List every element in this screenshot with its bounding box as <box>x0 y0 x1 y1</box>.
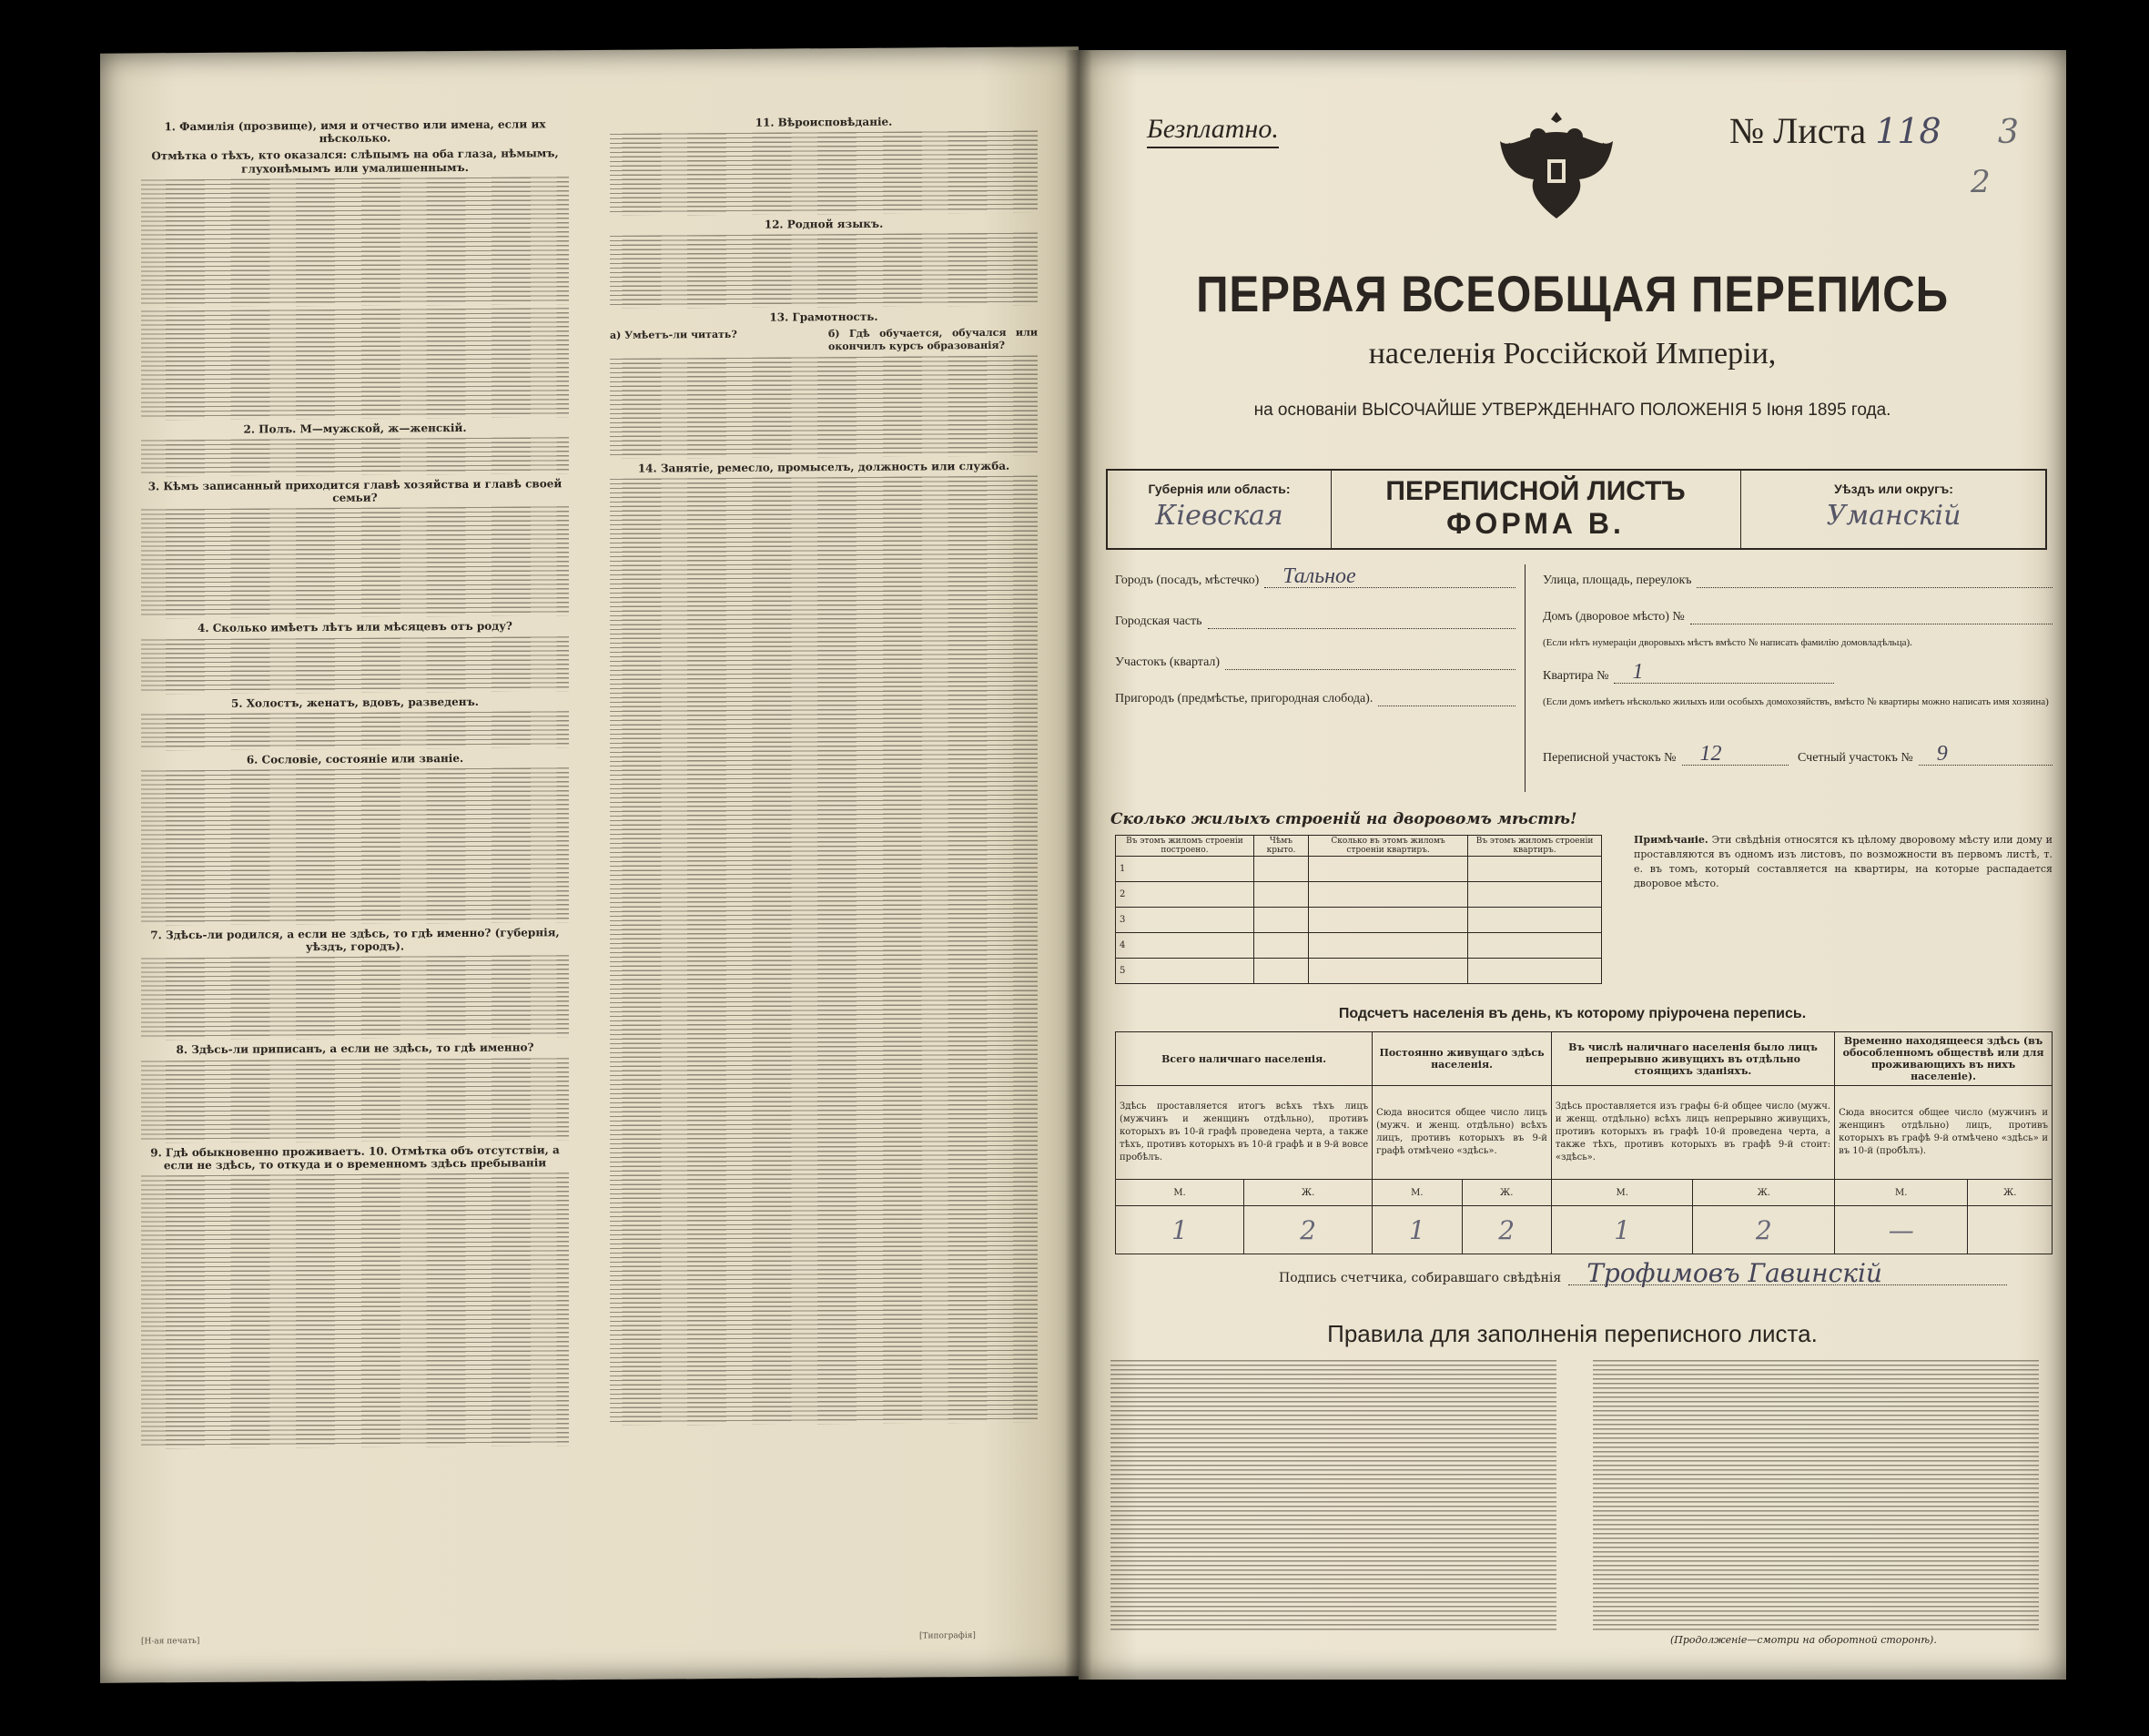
table-row: 3 <box>1116 908 1602 933</box>
census-plot-field <box>1543 742 1789 766</box>
pop-value <box>1968 1206 2053 1254</box>
gubernia-label: Губернія или область: <box>1148 482 1291 496</box>
section-6-heading: 6. Сословіе, состояніе или званіе. <box>246 751 464 766</box>
sheet-number <box>1729 109 1941 152</box>
text-block <box>141 308 569 420</box>
page-title: ПЕРВАЯ ВСЕОБЩАЯ ПЕРЕПИСЬ <box>1196 265 1949 322</box>
population-title: Подсчетъ населенія въ день, къ которому пріурочена перепись. <box>1338 1006 1807 1021</box>
houses-col-header: Въ этомъ жиломъ строеніи построено. <box>1116 836 1254 857</box>
street-field <box>1543 574 2053 588</box>
apartment-field <box>1543 660 1834 684</box>
form-name-line1: ПЕРЕПИСНОЙ ЛИСТЪ <box>1385 476 1686 506</box>
town-field <box>1115 564 1515 588</box>
text-block <box>141 1058 569 1142</box>
text-block <box>141 711 569 750</box>
left-footer-2: [Типографія] <box>919 1631 976 1641</box>
pop-col-header: Постоянно живущаго здѣсь населенія. <box>1373 1032 1552 1086</box>
sheet-number-label: № Листа <box>1729 110 1867 151</box>
text-block <box>141 636 569 694</box>
pencil-mark: 3 <box>1998 114 2019 151</box>
apartment-value: 1 <box>1632 660 1644 684</box>
census-plot-value: 12 <box>1699 742 1722 766</box>
pop-col-description: Сюда вносится общее число лицъ (мужч. и женщ. отдѣльно) всѣхъ лицъ, противъ которыхъ въ 9-й графѣ отмѣчено «здѣсь». <box>1373 1086 1552 1180</box>
section-7-heading: 7. Здѣсь-ли родился, а если не здѣсь, то гдѣ именно? (губернія, уѣздъ, городъ). <box>150 926 560 954</box>
text-block <box>610 131 1038 216</box>
suburb-label: Пригородъ (предмѣстье, пригородная слобода). <box>1115 692 1374 706</box>
text-block <box>141 956 569 1041</box>
left-column-2 <box>610 111 1038 1430</box>
houses-col-header: Сколько въ этомъ жиломъ строеніи квартиръ. <box>1309 836 1468 857</box>
pop-value: 2 <box>1693 1206 1835 1254</box>
count-plot-field <box>1798 742 2053 766</box>
pop-col-description: Сюда вносится общее число (мужчинъ и женщинъ отдѣльно) лицъ, противъ которыхъ въ графѣ 9-й отмѣчено «здѣсь» и въ 10-й (пробѣлъ). <box>1835 1086 2053 1180</box>
apartment-label: Квартира № <box>1543 669 1609 683</box>
pop-col-header: Временно находящееся здѣсь (въ обособленномъ обществѣ или для проживающихъ въ нихъ населеніе). <box>1835 1032 2053 1086</box>
signer-label: Подпись счетчика, собиравшаго свѣдѣнія <box>1279 1271 1562 1285</box>
house-note: (Если нѣтъ нумераціи дворовыхъ мѣстъ вмѣсто № написать фамилію домовладѣльца). <box>1543 637 1912 648</box>
pop-col-description: Здѣсь проставляется итогъ всѣхъ тѣхъ лицъ (мужчинъ и женщинъ отдѣльно), противъ которыхъ въ 10-й графѣ проведена черта, а также тѣхъ, противъ которыхъ въ 10-й графѣ и в 9-й вовсе пробѣлъ. <box>1116 1086 1373 1180</box>
section-12-heading: 12. Родной языкъ. <box>764 217 884 231</box>
left-footer-1: [Н-ая печать] <box>141 1636 200 1647</box>
census-plot-label: Переписной участокъ № <box>1543 751 1677 765</box>
houses-table <box>1115 835 1602 984</box>
signer-value: Трофимовъ Гавинскій <box>1586 1258 1882 1288</box>
town-value: Тальное <box>1282 564 1356 588</box>
gubernia-box <box>1108 471 1332 548</box>
section-13-heading: 13. Грамотность. <box>769 310 878 325</box>
form-name-line2: ФОРМА В. <box>1446 507 1625 540</box>
free-label: Безплатно. <box>1147 114 1279 144</box>
field-divider <box>1525 564 1526 792</box>
uezd-label: Уѣздъ или округъ: <box>1834 482 1953 496</box>
text-block <box>141 177 569 307</box>
pop-col-description: Здѣсь проставляется изъ графы 6-й общее число (мужч. и женщ. отдѣльно) всѣхъ лицъ непрерывно живущихъ, противъ которыхъ въ графѣ 10-й проведена черта, а также тѣхъ, противъ которыхъ въ графѣ 9-й стоит: «здѣсь». <box>1551 1086 1834 1180</box>
town-part-field <box>1115 614 1515 629</box>
section-1-heading: 1. Фамилія (прозвище), имя и отчество или имена, если их нѣсколько. <box>164 117 546 146</box>
section-14-heading: 14. Занятіе, ремесло, промыселъ, должность или служба. <box>637 459 1010 475</box>
form-name <box>1331 471 1740 541</box>
double-headed-eagle-emblem-icon <box>1493 105 1620 228</box>
sheet-number-value: 118 <box>1875 111 1941 151</box>
section-13b-heading: б) Гдѣ обучается, обучался или окончилъ курсъ образованія? <box>828 326 1038 352</box>
houses-question: Сколько жилыхъ строеній на дворовомъ мѣстѣ! <box>1110 810 1577 828</box>
section-13a-heading: а) Умѣетъ-ли читать? <box>610 328 737 341</box>
text-block <box>141 1173 569 1448</box>
house-field <box>1543 610 2053 624</box>
right-page <box>1079 50 2066 1680</box>
text-block <box>610 476 1038 1426</box>
district-label: Участокъ (квартал) <box>1115 655 1221 669</box>
district-field <box>1115 655 1515 670</box>
note-heading: Примѣчаніе. <box>1634 834 1708 846</box>
town-part-label: Городская часть <box>1115 614 1202 628</box>
rules-title: Правила для заполненія переписного листа. <box>1327 1320 1818 1347</box>
pop-value: 2 <box>1244 1206 1373 1254</box>
text-block <box>141 437 569 476</box>
section-8-heading: 8. Здѣсь-ли приписанъ, а если не здѣсь, то гдѣ именно? <box>176 1041 534 1057</box>
house-label: Домъ (дворовое мѣсто) № <box>1543 610 1685 624</box>
houses-note <box>1634 833 2053 891</box>
legal-basis: на основаніи ВЫСОЧАЙШЕ УТВЕРЖДЕННАГО ПОЛОЖЕНІЯ 5 Іюня 1895 года. <box>1253 401 1891 420</box>
section-4-heading: 4. Сколько имѣетъ лѣтъ или мѣсяцевъ отъ роду? <box>198 620 512 635</box>
table-row: 1 <box>1116 857 1602 882</box>
pop-col-header: Въ числѣ наличнаго населенія было лицъ непрерывно живущихъ въ отдѣльно стоящихъ зданіяхъ. <box>1551 1032 1834 1086</box>
census-book-spread <box>100 50 2066 1680</box>
section-11-heading: 11. Вѣроисповѣданіе. <box>755 115 893 129</box>
suburb-field <box>1115 692 1515 706</box>
left-column-1 <box>141 114 569 1452</box>
section-2-heading: 2. Полъ. М—мужской, ж—женскій. <box>243 421 467 436</box>
page-subtitle: населенія Россійской Имперіи, <box>1368 337 1777 371</box>
note-text: Эти свѣдѣнія относятся къ цѣлому дворовому мѣсту или дому и проставляются въ одномъ изъ листовъ, по возможности въ первомъ листѣ, т. е. въ томъ, который составляется на квартиры, на которые распадается дворовое мѣсто. <box>1634 834 2053 889</box>
section-13-subheadings <box>610 326 1038 355</box>
houses-col-header: Чѣмъ крыто. <box>1253 836 1308 857</box>
section-3-heading: 3. Кѣмъ записанный приходится главѣ хозяйства и главѣ своей семьи? <box>147 477 563 505</box>
left-page <box>100 46 1079 1683</box>
text-block <box>141 507 569 619</box>
town-label: Городъ (посадъ, мѣстечко) <box>1115 574 1260 587</box>
pencil-mark: 2 <box>1971 164 1991 200</box>
continued-note: (Продолженіе—смотри на оборотной сторонѣ). <box>1670 1634 1937 1646</box>
population-values-row <box>1116 1206 2053 1254</box>
count-plot-label: Счетный участокъ № <box>1798 751 1913 765</box>
table-row: 2 <box>1116 882 1602 908</box>
pop-value: 1 <box>1373 1206 1462 1254</box>
book-gutter <box>1065 50 1092 1680</box>
apartment-note: (Если домъ имѣетъ нѣсколько жилыхъ или особыхъ домохозяйствъ, вмѣсто № квартиры можно написать имя хозяина) <box>1543 696 2049 707</box>
rules-text-column <box>1110 1360 1556 1633</box>
form-header-frame <box>1106 469 2047 550</box>
pop-value: 1 <box>1116 1206 1244 1254</box>
rules-text-column <box>1593 1360 2039 1633</box>
pop-value: 1 <box>1551 1206 1693 1254</box>
text-block <box>141 767 569 925</box>
section-1-subheading: Отмѣтка о тѣхъ, кто оказался: слѣпымъ на оба глаза, нѣмымъ, глухонѣмымъ или умалишеннымъ. <box>151 147 559 176</box>
table-row: 5 <box>1116 959 1602 984</box>
houses-col-header: Въ этомъ жиломъ строеніи квартиръ. <box>1468 836 1602 857</box>
uezd-value: Уманскій <box>1826 500 1961 532</box>
enumerator-signature <box>1279 1258 2007 1288</box>
section-9-heading: 9. Гдѣ обыкновенно проживаетъ. 10. Отмѣтка объ отсутствіи, а если не здѣсь, то откуда и о временномъ здѣсь пребываніи <box>150 1142 560 1173</box>
population-table <box>1115 1031 2053 1254</box>
section-5-heading: 5. Холостъ, женатъ, вдовъ, разведенъ. <box>231 695 479 710</box>
gubernia-value: Кіевская <box>1155 500 1283 532</box>
sex-labels-row: М. Ж. М. Ж. М. Ж. М. Ж. <box>1116 1180 2053 1206</box>
pop-col-header: Всего наличнаго населенія. <box>1116 1032 1373 1086</box>
uezd-box <box>1740 471 2046 548</box>
text-block <box>610 233 1038 309</box>
text-block <box>610 356 1038 459</box>
street-label: Улица, площадь, переулокъ <box>1543 574 1692 587</box>
count-plot-value: 9 <box>1936 742 1948 766</box>
pop-value: 2 <box>1462 1206 1551 1254</box>
table-row: 4 <box>1116 933 1602 959</box>
pop-value: — <box>1835 1206 1968 1254</box>
